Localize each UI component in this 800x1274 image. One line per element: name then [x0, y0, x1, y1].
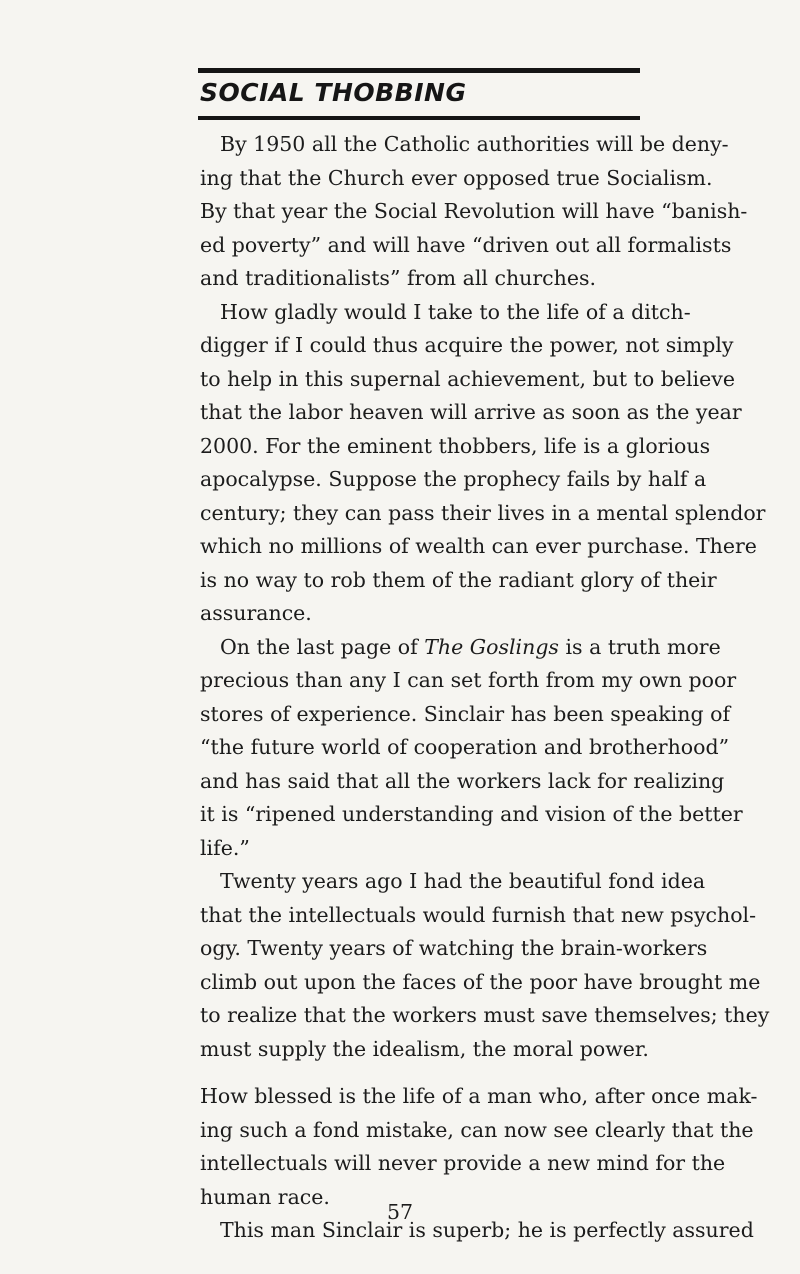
text-line: and traditionalists” from all churches. [200, 266, 597, 290]
text-line: century; they can pass their lives in a mental splendor [200, 500, 766, 525]
header-rule-bottom [198, 116, 640, 120]
text-line: digger if I could thus acquire the power, not simply [200, 333, 734, 357]
text-line: assurance. [200, 601, 312, 625]
text-line: On the last page of The Goslings is a truth more [220, 634, 721, 659]
text-line: that the intellectuals would furnish that new psychol- [200, 902, 757, 927]
text-line: that the labor heaven will arrive as soon as the year [200, 400, 742, 424]
text-line: precious than any I can set forth from my own poor [200, 668, 737, 692]
text-line: By 1950 all the Catholic authorities will be deny- [220, 132, 729, 156]
text-line: intellectuals will never provide a new mind for the [200, 1151, 726, 1175]
text-line: How blessed is the life of a man who, after once mak- [200, 1084, 758, 1108]
header-rule-top [198, 68, 640, 73]
text-line: life.” [200, 835, 250, 860]
text-line: to realize that the workers must save themselves; they [200, 1003, 770, 1027]
text-line: which no millions of wealth can ever purchase. There [200, 534, 757, 558]
text-line: How gladly would I take to the life of a ditch- [220, 299, 691, 324]
text-line: it is “ripened understanding and vision of the better [200, 802, 743, 826]
text-line: stores of experience. Sinclair has been speaking of [200, 701, 731, 726]
text-line: ed poverty” and will have “driven out all formalists [200, 232, 732, 257]
text-line: ing such a fond mistake, can now see clearly that the [200, 1117, 754, 1142]
text-line: 2000. For the eminent thobbers, life is a glorious [200, 433, 711, 458]
text-line: and has said that all the workers lack for realizing [200, 768, 725, 793]
text-line: This man Sinclair is superb; he is perfectly assured [220, 1218, 754, 1242]
book-title: The Goslings [424, 634, 559, 659]
text-line: Twenty years ago I had the beautiful fond idea [220, 869, 706, 893]
page-number: 57 [386, 1200, 414, 1224]
text-line: is no way to rob them of the radiant glory of their [200, 567, 717, 592]
text-line: ing that the Church ever opposed true Socialism. [200, 165, 713, 190]
running-head: SOCIAL THOBBING [200, 78, 467, 107]
text-line: “the future world of cooperation and brotherhood” [200, 735, 730, 759]
body-text [200, 128, 770, 1248]
text-line: apocalypse. Suppose the prophecy fails by half a [200, 467, 707, 491]
text-line: human race. [200, 1184, 330, 1209]
text-line: By that year the Social Revolution will have “banish- [200, 199, 748, 223]
text-line: must supply the idealism, the moral power. [200, 1036, 649, 1061]
text-line: to help in this supernal achievement, but to believe [200, 366, 735, 391]
text-line: climb out upon the faces of the poor have brought me [200, 969, 761, 994]
text-line: ogy. Twenty years of watching the brain-workers [200, 936, 708, 960]
